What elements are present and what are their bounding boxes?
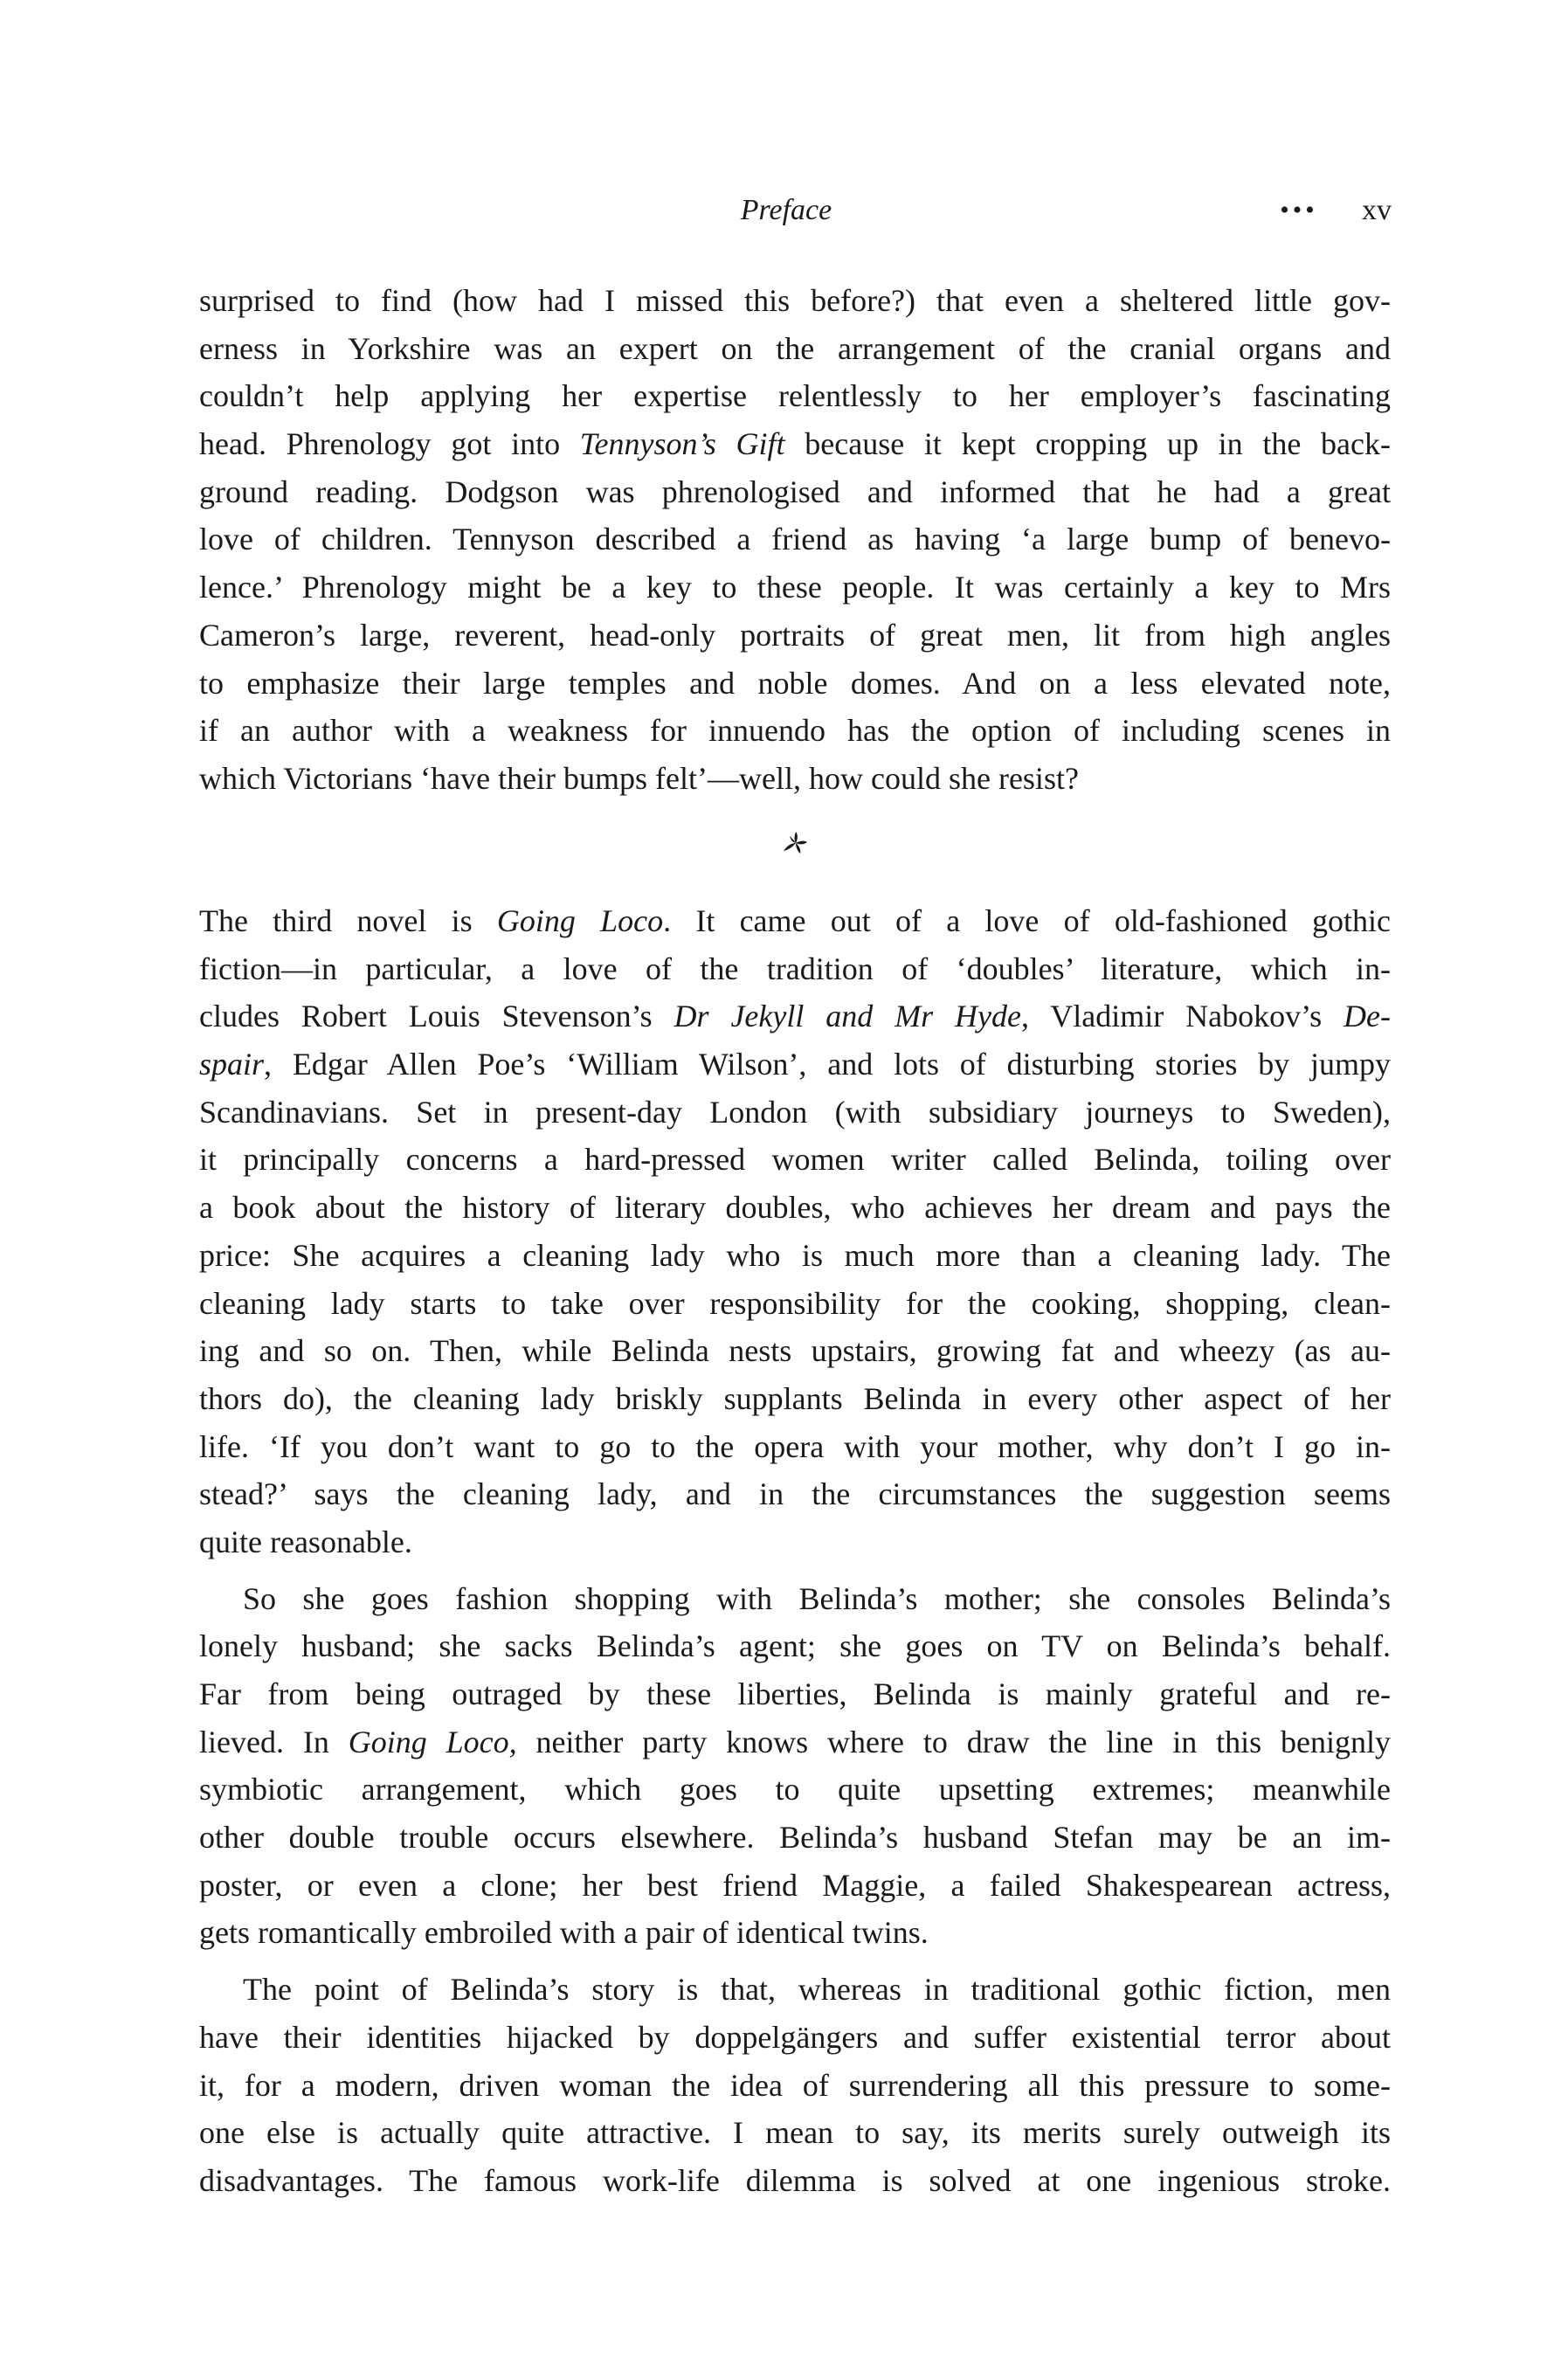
- text-line: [199, 1862, 1391, 1910]
- text-run: , Vladimir Nabokov’s: [1021, 999, 1344, 1034]
- text-run: have their identities hijacked by doppelgängers and suffer existential terror about: [199, 2019, 1391, 2055]
- text-run: fiction—in particular, a love of the tradition of ‘doubles’ literature, which in-: [199, 951, 1391, 986]
- text-run: Scandinavians. Set in present-day London (with subsidiary journeys to Sweden),: [199, 1094, 1391, 1130]
- text-line: [199, 1518, 1391, 1566]
- text-run: Cameron’s large, reverent, head-only portraits of great men, lit from high angles: [199, 617, 1391, 653]
- text-run: erness in Yorkshire was an expert on the arrangement of the cranial organs and: [199, 330, 1391, 366]
- text-line: [199, 1766, 1391, 1814]
- body-text-column: [199, 897, 1391, 2205]
- text-run: lieved. In: [199, 1724, 349, 1759]
- page-number: xv: [1362, 194, 1392, 226]
- running-head-dots: •••: [1280, 196, 1318, 225]
- text-line: [199, 660, 1391, 708]
- text-run: stead?’ says the cleaning lady, and in the circumstances the suggestion seems: [199, 1476, 1391, 1512]
- italic-title: De-: [1344, 999, 1392, 1034]
- text-line: [199, 1718, 1391, 1766]
- text-line: [199, 1040, 1391, 1089]
- text-line: [199, 945, 1391, 993]
- text-run: head. Phrenology got into: [199, 426, 580, 462]
- text-run: a book about the history of literary doubles, who achieves her dream and pays the: [199, 1190, 1391, 1226]
- text-line: [199, 707, 1391, 755]
- text-run: quite reasonable.: [199, 1524, 412, 1559]
- paragraph: [199, 277, 1391, 803]
- text-run: ground reading. Dodgson was phrenologised and informed that he had a great: [199, 474, 1391, 509]
- text-run: neither party knows where to draw the line in this benignly: [516, 1724, 1391, 1759]
- text-run: ing and so on. Then, while Belinda nests upstairs, growing fat and wheezy (as au-: [199, 1333, 1391, 1369]
- italic-title: Tennyson’s Gift: [579, 426, 785, 462]
- text-run: , Edgar Allen Poe’s ‘William Wilson’, and lots of disturbing stories by jumpy: [264, 1047, 1391, 1082]
- text-run: thors do), the cleaning lady briskly supplants Belinda in every other aspect of her: [199, 1380, 1391, 1416]
- text-run: love of children. Tennyson described a friend as having ‘a large bump of benevo-: [199, 522, 1391, 557]
- text-run: cludes Robert Louis Stevenson’s: [199, 999, 674, 1034]
- paragraph: [199, 897, 1391, 1566]
- text-line: [199, 325, 1391, 373]
- text-line: [199, 1814, 1391, 1862]
- text-line: [199, 420, 1391, 468]
- text-line: [199, 1375, 1391, 1423]
- running-head-title: Preface: [740, 194, 832, 226]
- text-line: [199, 2014, 1391, 2062]
- text-run: one else is actually quite attractive. I mean to say, its merits surely outweigh its: [199, 2115, 1391, 2151]
- text-line: [199, 1232, 1391, 1280]
- text-line: [199, 1089, 1391, 1137]
- text-run: which Victorians ‘have their bumps felt’—well, how could she resist?: [199, 760, 1079, 796]
- text-run: cleaning lady starts to take over responsibility for the cooking, shopping, clean-: [199, 1285, 1391, 1321]
- text-line: [199, 1136, 1391, 1184]
- italic-title: Going Loco,: [348, 1724, 517, 1759]
- text-run: So she goes fashion shopping with Belinda’s mother; she consoles Belinda’s: [243, 1580, 1391, 1616]
- text-line: [199, 612, 1391, 660]
- text-run: to emphasize their large temples and noble domes. And on a less elevated note,: [199, 665, 1391, 701]
- text-line: [199, 2062, 1391, 2110]
- text-line: [199, 755, 1391, 803]
- text-run: lence.’ Phrenology might be a key to these people. It was certainly a key to Mrs: [199, 570, 1391, 605]
- text-run: couldn’t help applying her expertise relentlessly to her employer’s fascinating: [199, 378, 1391, 414]
- text-line: [199, 2109, 1391, 2157]
- text-line: [199, 1670, 1391, 1718]
- text-run: if an author with a weakness for innuendo has the option of including scenes in: [199, 713, 1391, 749]
- paragraph: [199, 1575, 1391, 1958]
- text-run: it principally concerns a hard-pressed women writer called Belinda, toiling over: [199, 1142, 1391, 1178]
- text-line: [199, 992, 1391, 1040]
- text-run: gets romantically embroiled with a pair of identical twins.: [199, 1915, 929, 1951]
- text-line: [199, 468, 1391, 516]
- text-line: [199, 1423, 1391, 1471]
- text-line: [199, 277, 1391, 325]
- text-line: [199, 515, 1391, 563]
- text-line: [199, 2157, 1391, 2205]
- italic-title: Dr Jekyll and Mr Hyde: [673, 999, 1022, 1034]
- text-run: . It came out of a love of old-fashioned gothic: [663, 903, 1392, 938]
- text-run: The third novel is: [199, 903, 497, 938]
- text-line: [199, 1280, 1391, 1328]
- text-run: disadvantages. The famous work-life dilemma is solved at one ingenious stroke.: [199, 2162, 1391, 2198]
- text-run: The point of Belinda’s story is that, whereas in traditional gothic fiction, men: [243, 1972, 1391, 2008]
- text-run: other double trouble occurs elsewhere. Belinda’s husband Stefan may be an im-: [199, 1820, 1391, 1856]
- text-line: [199, 1575, 1391, 1623]
- italic-title: spair: [199, 1047, 265, 1082]
- text-line: [199, 1184, 1391, 1232]
- text-line: [199, 1966, 1391, 2014]
- text-line: [199, 563, 1391, 612]
- section-break-ornament-icon: [780, 828, 810, 858]
- text-run: it, for a modern, driven woman the idea of surrendering all this pressure to some-: [199, 2067, 1391, 2103]
- text-line: [199, 1622, 1391, 1670]
- text-line: [199, 897, 1391, 945]
- text-line: [199, 1909, 1391, 1957]
- text-line: [199, 1470, 1391, 1518]
- text-line: [199, 372, 1391, 420]
- text-run: lonely husband; she sacks Belinda’s agent; she goes on TV on Belinda’s behalf.: [199, 1628, 1391, 1664]
- text-run: poster, or even a clone; her best friend Maggie, a failed Shakespearean actress,: [199, 1867, 1391, 1903]
- text-run: surprised to find (how had I missed this before?) that even a sheltered little gov-: [199, 283, 1391, 318]
- text-run: symbiotic arrangement, which goes to quite upsetting extremes; meanwhile: [199, 1772, 1391, 1808]
- text-run: because it kept cropping up in the back-: [784, 426, 1392, 462]
- text-run: Far from being outraged by these liberties, Belinda is mainly grateful and re-: [199, 1676, 1391, 1711]
- text-run: life. ‘If you don’t want to go to the opera with your mother, why don’t I go in-: [199, 1428, 1391, 1464]
- text-line: [199, 1327, 1391, 1375]
- text-run: price: She acquires a cleaning lady who is much more than a cleaning lady. The: [199, 1237, 1391, 1273]
- paragraph: [199, 1966, 1391, 2204]
- italic-title: Going Loco: [496, 903, 664, 938]
